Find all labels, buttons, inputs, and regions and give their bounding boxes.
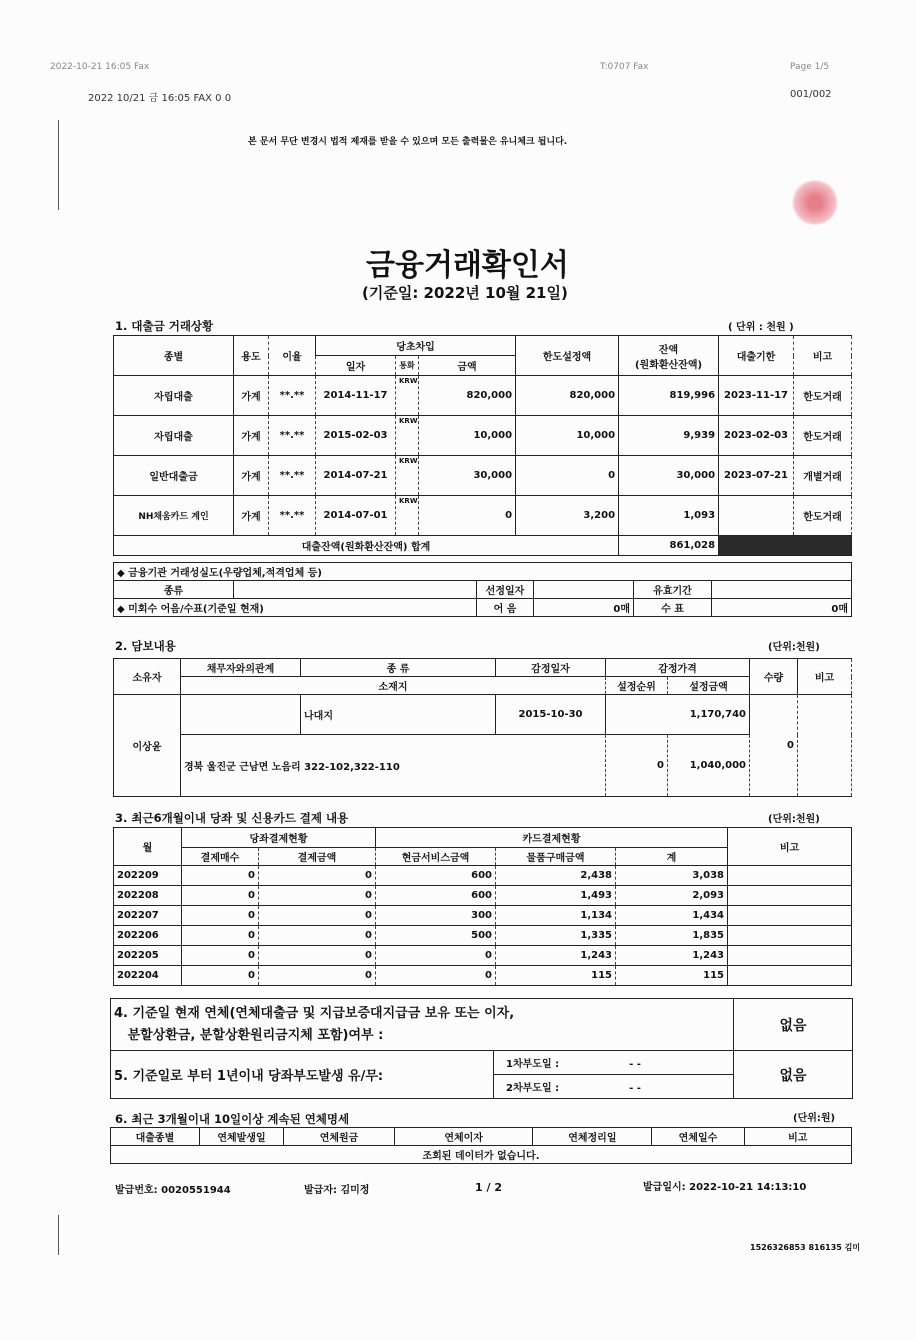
- cell-limit: 0: [516, 456, 619, 496]
- cell-purchase: 2,438: [496, 866, 616, 886]
- cell-cash: 0: [376, 946, 496, 966]
- loan-table: [113, 335, 852, 556]
- cell-month: 202206: [114, 926, 182, 946]
- col-currency: 통화: [396, 356, 419, 376]
- col-loan-type: 대출종별: [111, 1128, 200, 1146]
- cell-cash: 500: [376, 926, 496, 946]
- col-location: 소재지: [181, 677, 606, 695]
- credit-table: [113, 562, 852, 617]
- section4-text: [111, 999, 734, 1051]
- col-resolved-date: 연체정리일: [533, 1128, 652, 1146]
- col-sum: 계: [616, 848, 728, 866]
- col-balance-label: 잔액: [658, 344, 679, 356]
- fax-page-counter: 001/002: [790, 89, 832, 100]
- col-note: 비고: [728, 828, 852, 866]
- cell-rate: **.**: [269, 496, 316, 536]
- page-number: 1 / 2: [475, 1181, 502, 1194]
- cell-date: 2015-02-03: [316, 416, 396, 456]
- cell-note: [728, 886, 852, 906]
- fax-header-left: 2022-10-21 16:05 Fax: [50, 62, 150, 72]
- cell-amount: 10,000: [419, 416, 516, 456]
- cell-sum: 1,835: [616, 926, 728, 946]
- credit-title: ◆ 금융기관 거래성실도(우량업체,적격업체 등): [114, 563, 852, 581]
- cell-note: [728, 926, 852, 946]
- cell-note: 한도거래: [794, 376, 852, 416]
- document-title: 금융거래확인서: [366, 248, 569, 283]
- table-row: [114, 416, 852, 456]
- issuer: 발급자: 김미정: [304, 1185, 370, 1196]
- cell-appraisal-price: 1,170,740: [606, 695, 750, 735]
- table-row: [114, 456, 852, 496]
- issue-number: 발급번호: 0020551944: [115, 1185, 231, 1196]
- col-note: 비고: [798, 659, 852, 695]
- cell-type: 자립대출: [114, 416, 234, 456]
- cell-purchase: 1,243: [496, 946, 616, 966]
- section4-line2: 분할상환금, 분할상환원리금지체 포함)여부 :: [127, 1027, 384, 1043]
- fax-header-right: Page 1/5: [790, 62, 830, 72]
- document-subtitle: (기준일: 2022년 10월 21일): [362, 284, 568, 302]
- status-table: [110, 998, 853, 1099]
- cell-currency: KRW: [396, 456, 419, 496]
- table-row: [114, 926, 852, 946]
- cell-limit: 820,000: [516, 376, 619, 416]
- cell-type: NH채움카드 계인: [114, 496, 234, 536]
- cell-month: 202209: [114, 866, 182, 886]
- second-default: [494, 1075, 734, 1099]
- cell-purchase: 115: [496, 966, 616, 986]
- second-default-value: - -: [629, 1083, 641, 1094]
- table-row: [114, 496, 852, 536]
- col-date: 일자: [316, 356, 396, 376]
- unpaid-title: ◆ 미회수 어음/수표(기준일 현재): [114, 599, 477, 617]
- cell-appraisal-date: 2015-10-30: [496, 695, 606, 735]
- cell-count: 0: [182, 926, 259, 946]
- fax-datetime: 2022 10/21 금 16:05 FAX 0 0: [88, 93, 232, 104]
- cell-cash: 300: [376, 906, 496, 926]
- col-purchase: 물품구매금액: [496, 848, 616, 866]
- section4-line1: 4. 기준일 현재 연체(연체대출금 및 지급보증대지급금 보유 또는 이자,: [114, 1005, 515, 1021]
- cell-count: 0: [182, 966, 259, 986]
- table-row: [114, 376, 852, 416]
- cell-purpose: 가계: [234, 376, 269, 416]
- cell-month: 202207: [114, 906, 182, 926]
- cell-sum: 1,434: [616, 906, 728, 926]
- cell-location: 경북 울진군 근남면 노음리 322-102,322-110: [181, 735, 606, 797]
- cell-due: 2023-11-17: [719, 376, 794, 416]
- cell-due: [719, 496, 794, 536]
- credit-kind-value: [234, 581, 477, 599]
- section2-title: 2. 담보내용: [115, 639, 176, 653]
- cell-amount: 0: [259, 946, 376, 966]
- cell-cash: 0: [376, 966, 496, 986]
- col-appraisal-price: 감정가격: [606, 659, 750, 677]
- cell-note: 한도거래: [794, 416, 852, 456]
- section1-unit: ( 단위 : 천원 ): [728, 322, 794, 333]
- col-rank: 설정순위: [606, 677, 668, 695]
- col-balance: [619, 336, 719, 376]
- cell-balance: 9,939: [619, 416, 719, 456]
- col-month: 월: [114, 828, 182, 866]
- cell-amount: 0: [259, 966, 376, 986]
- cell-amount: 30,000: [419, 456, 516, 496]
- credit-date-label: 선정일자: [477, 581, 534, 599]
- col-note: 비고: [744, 1128, 851, 1146]
- bill-label: 어 음: [477, 599, 534, 617]
- cell-note: 개별거래: [794, 456, 852, 496]
- credit-valid-label: 유효기간: [634, 581, 712, 599]
- margin-line: [58, 1215, 59, 1255]
- cell-date: 2014-07-01: [316, 496, 396, 536]
- cell-kind: 나대지: [301, 695, 496, 735]
- col-appraisal-date: 감정일자: [496, 659, 606, 677]
- cell-count: 0: [750, 695, 798, 797]
- cell-month: 202204: [114, 966, 182, 986]
- notice: 본 문서 무단 변경시 법적 제재를 받을 수 있으며 모든 출력물은 유니체크 됩니다.: [248, 137, 568, 147]
- cell-note: [728, 946, 852, 966]
- cell-currency: KRW: [396, 416, 419, 456]
- cell-note: 한도거래: [794, 496, 852, 536]
- col-cash: 현금서비스금액: [376, 848, 496, 866]
- cell-purchase: 1,335: [496, 926, 616, 946]
- second-default-label: 2차부도일 :: [506, 1083, 560, 1094]
- cell-note: [798, 695, 852, 797]
- margin-line: [58, 120, 59, 210]
- cell-amount: 0: [259, 886, 376, 906]
- credit-date-value: [534, 581, 634, 599]
- cell-rate: **.**: [269, 416, 316, 456]
- col-purpose: 용도: [234, 336, 269, 376]
- check-label: 수 표: [634, 599, 712, 617]
- cell-count: 0: [182, 866, 259, 886]
- col-overdue-principal: 연체원금: [284, 1128, 395, 1146]
- col-overdue-date: 연체발생일: [199, 1128, 283, 1146]
- cell-amount: 820,000: [419, 376, 516, 416]
- section5-value: 없음: [734, 1051, 853, 1099]
- section3-title: 3. 최근6개월이내 당좌 및 신용카드 결제 내용: [115, 811, 349, 825]
- credit-valid-value: [712, 581, 852, 599]
- table-row: [114, 966, 852, 986]
- col-card-group: 카드결제현황: [376, 828, 728, 848]
- col-check-amount: 결제금액: [259, 848, 376, 866]
- total-label: 대출잔액(원화환산잔액) 합계: [114, 536, 619, 556]
- col-kind: 종 류: [301, 659, 496, 677]
- col-limit: 한도설정액: [516, 336, 619, 376]
- cell-balance: 819,996: [619, 376, 719, 416]
- cell-date: 2014-11-17: [316, 376, 396, 416]
- col-rate: 이율: [269, 336, 316, 376]
- cell-sum: 115: [616, 966, 728, 986]
- cell-purpose: 가계: [234, 456, 269, 496]
- col-count: 수량: [750, 659, 798, 695]
- cell-type: 자립대출: [114, 376, 234, 416]
- empty-message: 조회된 데이터가 없습니다.: [111, 1146, 852, 1164]
- section3-unit: (단위:천원): [768, 814, 820, 825]
- first-default-value: - -: [629, 1059, 641, 1070]
- section6-title: 6. 최근 3개월이내 10일이상 계속된 연체명세: [115, 1112, 350, 1126]
- col-amount: 금액: [419, 356, 516, 376]
- cell-currency: KRW: [396, 376, 419, 416]
- check-value: 0매: [712, 599, 852, 617]
- cell-amount: 0: [259, 906, 376, 926]
- col-initial: 당초차입: [316, 336, 516, 356]
- cell-amount: 0: [419, 496, 516, 536]
- fax-id: 1526326853 816135 김미: [750, 1243, 861, 1252]
- cell-balance: 30,000: [619, 456, 719, 496]
- cell-due: 2023-02-03: [719, 416, 794, 456]
- cell-currency: KRW: [396, 496, 419, 536]
- cell-count: 0: [182, 886, 259, 906]
- seal-stamp: [790, 180, 840, 225]
- cell-purpose: 가계: [234, 496, 269, 536]
- cell-limit: 10,000: [516, 416, 619, 456]
- section6-unit: (단위:원): [793, 1113, 836, 1124]
- cell-purchase: 1,134: [496, 906, 616, 926]
- cell-rank: 0: [606, 735, 668, 797]
- cell-count: 0: [182, 946, 259, 966]
- cell-note: [728, 906, 852, 926]
- cell-cash: 600: [376, 866, 496, 886]
- col-balance-sub: (원화환산잔액): [634, 359, 703, 371]
- cell-due: 2023-07-21: [719, 456, 794, 496]
- col-relation: 채무자와의관계: [181, 659, 301, 677]
- total-value: 861,028: [619, 536, 719, 556]
- col-set-amount: 설정금액: [668, 677, 750, 695]
- overdue-table: [110, 1127, 852, 1164]
- cell-type: 일반대출금: [114, 456, 234, 496]
- cell-date: 2014-07-21: [316, 456, 396, 496]
- col-check-group: 당좌결제현황: [182, 828, 376, 848]
- payment-table: [113, 827, 852, 986]
- cell-purchase: 1,493: [496, 886, 616, 906]
- cell-note: [728, 866, 852, 886]
- cell-set-amount: 1,040,000: [668, 735, 750, 797]
- cell-amount: 0: [259, 926, 376, 946]
- cell-purpose: 가계: [234, 416, 269, 456]
- col-overdue-days: 연체일수: [652, 1128, 744, 1146]
- table-row: [114, 946, 852, 966]
- cell-sum: 2,093: [616, 886, 728, 906]
- col-overdue-interest: 연체이자: [394, 1128, 533, 1146]
- section4-value: 없음: [734, 999, 853, 1051]
- cell-cash: 600: [376, 886, 496, 906]
- cell-sum: 1,243: [616, 946, 728, 966]
- table-row: [114, 866, 852, 886]
- section1-title: 1. 대출금 거래상황: [115, 319, 214, 333]
- col-owner: 소유자: [114, 659, 181, 695]
- cell-amount: 0: [259, 866, 376, 886]
- col-type: 종별: [114, 336, 234, 376]
- col-due: 대출기한: [719, 336, 794, 376]
- cell-rate: **.**: [269, 456, 316, 496]
- col-note: 비고: [794, 336, 852, 376]
- cell-month: 202205: [114, 946, 182, 966]
- fax-header-mid: T:0707 Fax: [600, 62, 649, 72]
- cell-limit: 3,200: [516, 496, 619, 536]
- credit-kind-label: 종류: [114, 581, 234, 599]
- total-row: [114, 536, 852, 556]
- first-default: [494, 1051, 734, 1075]
- shaded-cell: [719, 536, 852, 556]
- section2-unit: (단위:천원): [768, 642, 820, 653]
- cell-count: 0: [182, 906, 259, 926]
- cell-note: [728, 966, 852, 986]
- first-default-label: 1차부도일 :: [506, 1059, 560, 1070]
- table-row: [114, 886, 852, 906]
- cell-rate: **.**: [269, 376, 316, 416]
- collateral-table: [113, 658, 852, 797]
- cell-month: 202208: [114, 886, 182, 906]
- cell-relation: [181, 695, 301, 735]
- cell-owner: 이상윤: [114, 695, 181, 797]
- col-check-count: 결제매수: [182, 848, 259, 866]
- cell-sum: 3,038: [616, 866, 728, 886]
- table-row: [114, 906, 852, 926]
- bill-value: 0매: [534, 599, 634, 617]
- section5-label: 5. 기준일로 부터 1년이내 당좌부도발생 유/무:: [111, 1051, 494, 1099]
- cell-balance: 1,093: [619, 496, 719, 536]
- issued-at: 발급일시: 2022-10-21 14:13:10: [643, 1182, 807, 1193]
